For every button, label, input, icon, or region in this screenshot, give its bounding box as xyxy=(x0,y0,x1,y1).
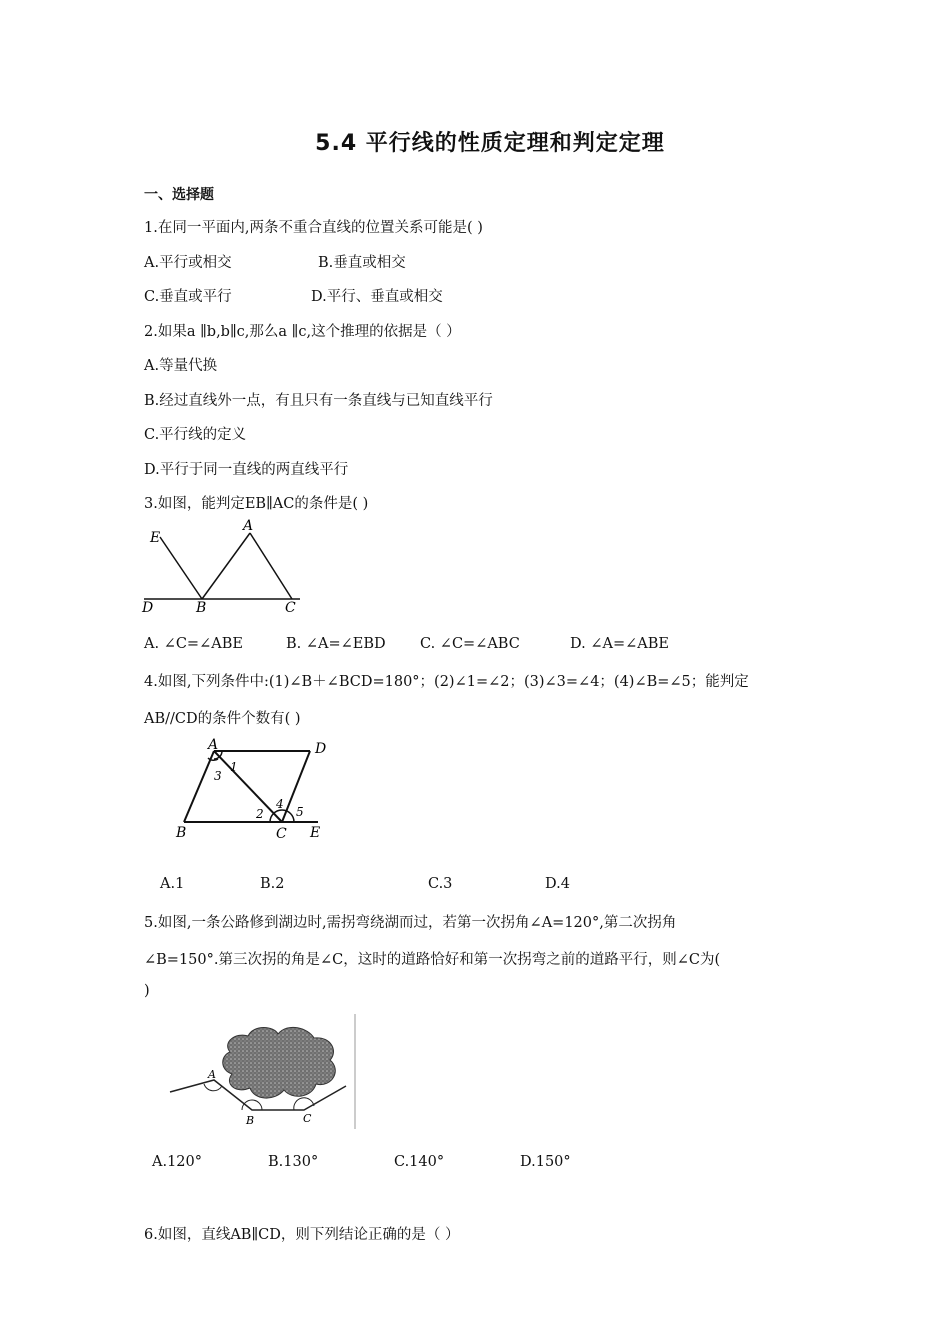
q4-stem-line1: 4.如图,下列条件中:(1)∠B＋∠BCD=180°；(2)∠1=∠2；(3)∠3=∠4；(4)∠B=∠5；能判定 xyxy=(144,674,749,690)
q3-label-d: D xyxy=(142,600,154,615)
q4-angle-2: 2 xyxy=(256,807,264,821)
q5-option-a: A.120° xyxy=(152,1154,203,1170)
q2-stem: 2.如果a ∥b,b∥c,那么a ∥c,这个推理的依据是（ ） xyxy=(144,324,461,340)
q3-label-e: E xyxy=(150,530,161,546)
q4-angle-1: 1 xyxy=(230,760,238,774)
q5-figure xyxy=(166,1014,358,1132)
q4-label-b: B xyxy=(176,825,187,841)
q5-stem-line3: ) xyxy=(144,983,150,999)
q4-figure xyxy=(170,736,340,842)
q5-stem-line2: ∠B=150°.第三次拐的角是∠C，这时的道路恰好和第一次拐弯之前的道路平行，则∠C为( xyxy=(144,952,721,968)
q4-option-d: D.4 xyxy=(545,876,570,892)
q3-label-b: B xyxy=(196,600,207,615)
q5-label-b: B xyxy=(246,1114,255,1127)
q5-option-d: D.150° xyxy=(520,1154,571,1170)
q2-option-a: A.等量代换 xyxy=(144,358,218,374)
q4-option-b: B.2 xyxy=(260,876,285,892)
q3-label-c: C xyxy=(285,600,296,615)
q2-option-c: C.平行线的定义 xyxy=(144,427,247,443)
q4-label-e: E xyxy=(310,825,321,841)
q6-stem: 6.如图，直线AB∥CD，则下列结论正确的是（ ） xyxy=(144,1227,460,1243)
q4-label-c: C xyxy=(276,826,287,842)
q2-option-b: B.经过直线外一点，有且只有一条直线与已知直线平行 xyxy=(144,393,493,409)
q2-option-d: D.平行于同一直线的两直线平行 xyxy=(144,462,349,478)
q4-label-a: A xyxy=(208,737,219,753)
q3-option-d: D. ∠A=∠ABE xyxy=(570,636,669,652)
q3-stem: 3.如图，能判定EB∥AC的条件是( ) xyxy=(144,496,369,512)
section-heading: 一、选择题 xyxy=(144,187,214,203)
q4-stem-line2: AB//CD的条件个数有( ) xyxy=(144,711,301,727)
q5-option-c: C.140° xyxy=(394,1154,445,1170)
q1-option-b: B.垂直或相交 xyxy=(318,255,406,271)
q4-angle-3: 3 xyxy=(214,769,222,783)
lake-shape xyxy=(223,1027,336,1098)
q4-label-d: D xyxy=(315,741,327,757)
q5-option-b: B.130° xyxy=(268,1154,319,1170)
q3-figure xyxy=(140,515,310,615)
q5-label-c: C xyxy=(303,1112,312,1125)
q3-label-a: A xyxy=(243,518,254,534)
q1-option-c: C.垂直或平行 xyxy=(144,289,232,305)
q4-angle-4: 4 xyxy=(276,797,284,811)
q3-option-c: C. ∠C=∠ABC xyxy=(420,636,520,652)
q1-option-a: A.平行或相交 xyxy=(144,255,232,271)
q5-stem-line1: 5.如图,一条公路修到湖边时,需拐弯绕湖而过，若第一次拐角∠A=120°,第二次拐角 xyxy=(144,915,677,931)
q4-option-a: A.1 xyxy=(160,876,185,892)
q5-label-a: A xyxy=(208,1068,216,1081)
q1-stem: 1.在同一平面内,两条不重合直线的位置关系可能是( ) xyxy=(144,220,483,236)
q4-angle-5: 5 xyxy=(296,805,304,819)
q4-option-c: C.3 xyxy=(428,876,453,892)
q3-option-b: B. ∠A=∠EBD xyxy=(286,636,386,652)
q1-option-d: D.平行、垂直或相交 xyxy=(311,289,443,305)
q3-option-a: A. ∠C=∠ABE xyxy=(144,636,243,652)
page-title: 5.4 平行线的性质定理和判定定理 xyxy=(315,131,665,156)
